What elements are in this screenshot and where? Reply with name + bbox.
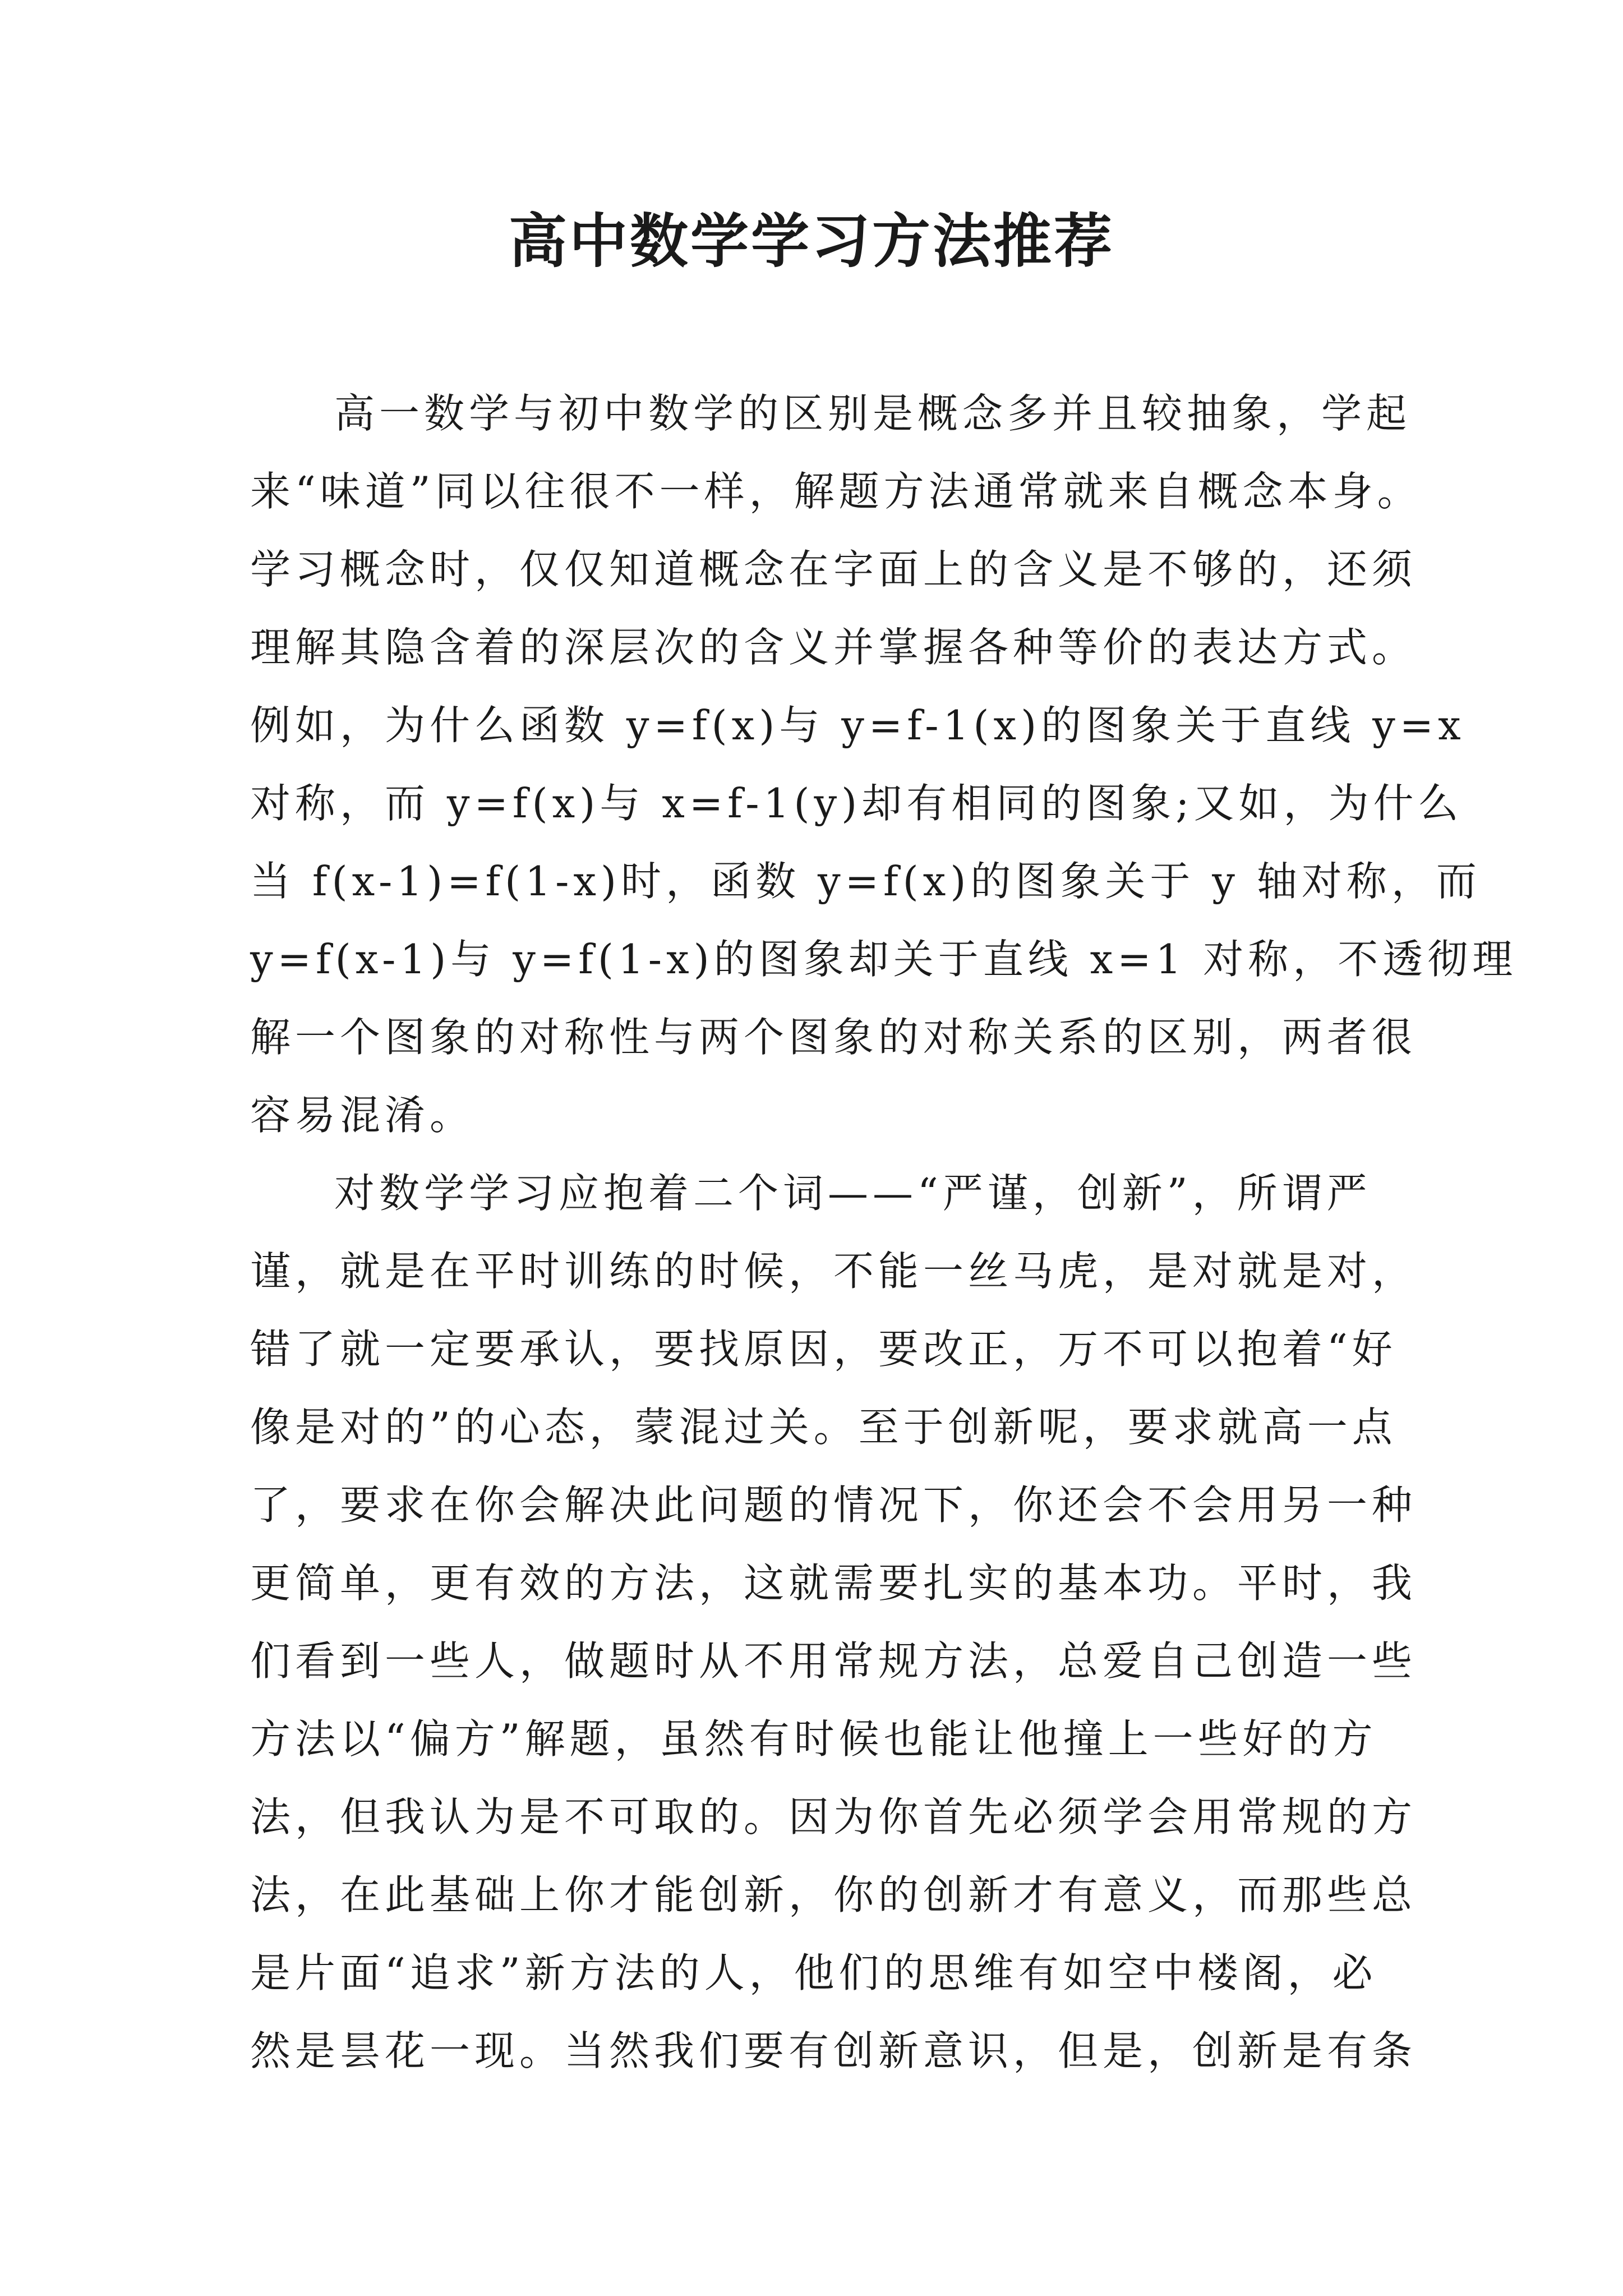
paragraph-line: 理解其隐含着的深层次的含义并掌握各种等价的表达方式。 <box>250 624 1417 671</box>
paragraph-line: 们看到一些人，做题时从不用常规方法，总爱自己创造一些 <box>250 1637 1417 1685</box>
document-body <box>250 375 1518 2090</box>
paragraph-line: 对称，而 y=f(x)与 x=f-1(y)却有相同的图象;又如，为什么 <box>250 780 1463 827</box>
paragraph-line: 谨，就是在平时训练的时候，不能一丝马虎，是对就是对， <box>250 1248 1417 1295</box>
document-title: 高中数学学习方法推荐 <box>508 206 1114 275</box>
paragraph-line: 法，但我认为是不可取的。因为你首先必须学会用常规的方 <box>250 1793 1417 1841</box>
paragraph-line: 学习概念时，仅仅知道概念在字面上的含义是不够的，还须 <box>250 546 1417 593</box>
paragraph <box>250 1154 1417 2090</box>
paragraph-line: 例如，为什么函数 y=f(x)与 y=f-1(x)的图象关于直线 y=x <box>250 702 1465 749</box>
paragraph-line: 错了就一定要承认，要找原因，要改正，万不可以抱着“好 <box>250 1326 1397 1373</box>
paragraph-line: 法，在此基础上你才能创新，你的创新才有意义，而那些总 <box>250 1871 1417 1918</box>
paragraph-line: 容易混淆。 <box>250 1092 475 1139</box>
paragraph-line: 高一数学与初中数学的区别是概念多并且较抽象，学起 <box>334 390 1412 437</box>
paragraph-line: 方法以“偏方”解题，虽然有时候也能让他撞上一些好的方 <box>250 1715 1377 1763</box>
paragraph <box>250 375 1518 1154</box>
paragraph-line: 解一个图象的对称性与两个图象的对称关系的区别，两者很 <box>250 1014 1417 1061</box>
paragraph-line: 当 f(x-1)=f(1-x)时，函数 y=f(x)的图象关于 y 轴对称，而 <box>250 858 1481 905</box>
paragraph-line: y=f(x-1)与 y=f(1-x)的图象却关于直线 x=1 对称，不透彻理 <box>250 936 1518 983</box>
paragraph-line: 来“味道”同以往很不一样，解题方法通常就来自概念本身。 <box>250 468 1422 515</box>
paragraph-line: 是片面“追求”新方法的人，他们的思维有如空中楼阁，必 <box>250 1949 1377 1996</box>
paragraph-line: 更简单，更有效的方法，这就需要扎实的基本功。平时，我 <box>250 1559 1417 1607</box>
paragraph-line: 了，要求在你会解决此问题的情况下，你还会不会用另一种 <box>250 1481 1417 1529</box>
paragraph-line: 对数学学习应抱着二个词——“严谨，创新”，所谓严 <box>334 1170 1372 1217</box>
paragraph-line: 像是对的”的心态，蒙混过关。至于创新呢，要求就高一点 <box>250 1404 1397 1451</box>
paragraph-line: 然是昙花一现。当然我们要有创新意识，但是，创新是有条 <box>250 2027 1417 2074</box>
